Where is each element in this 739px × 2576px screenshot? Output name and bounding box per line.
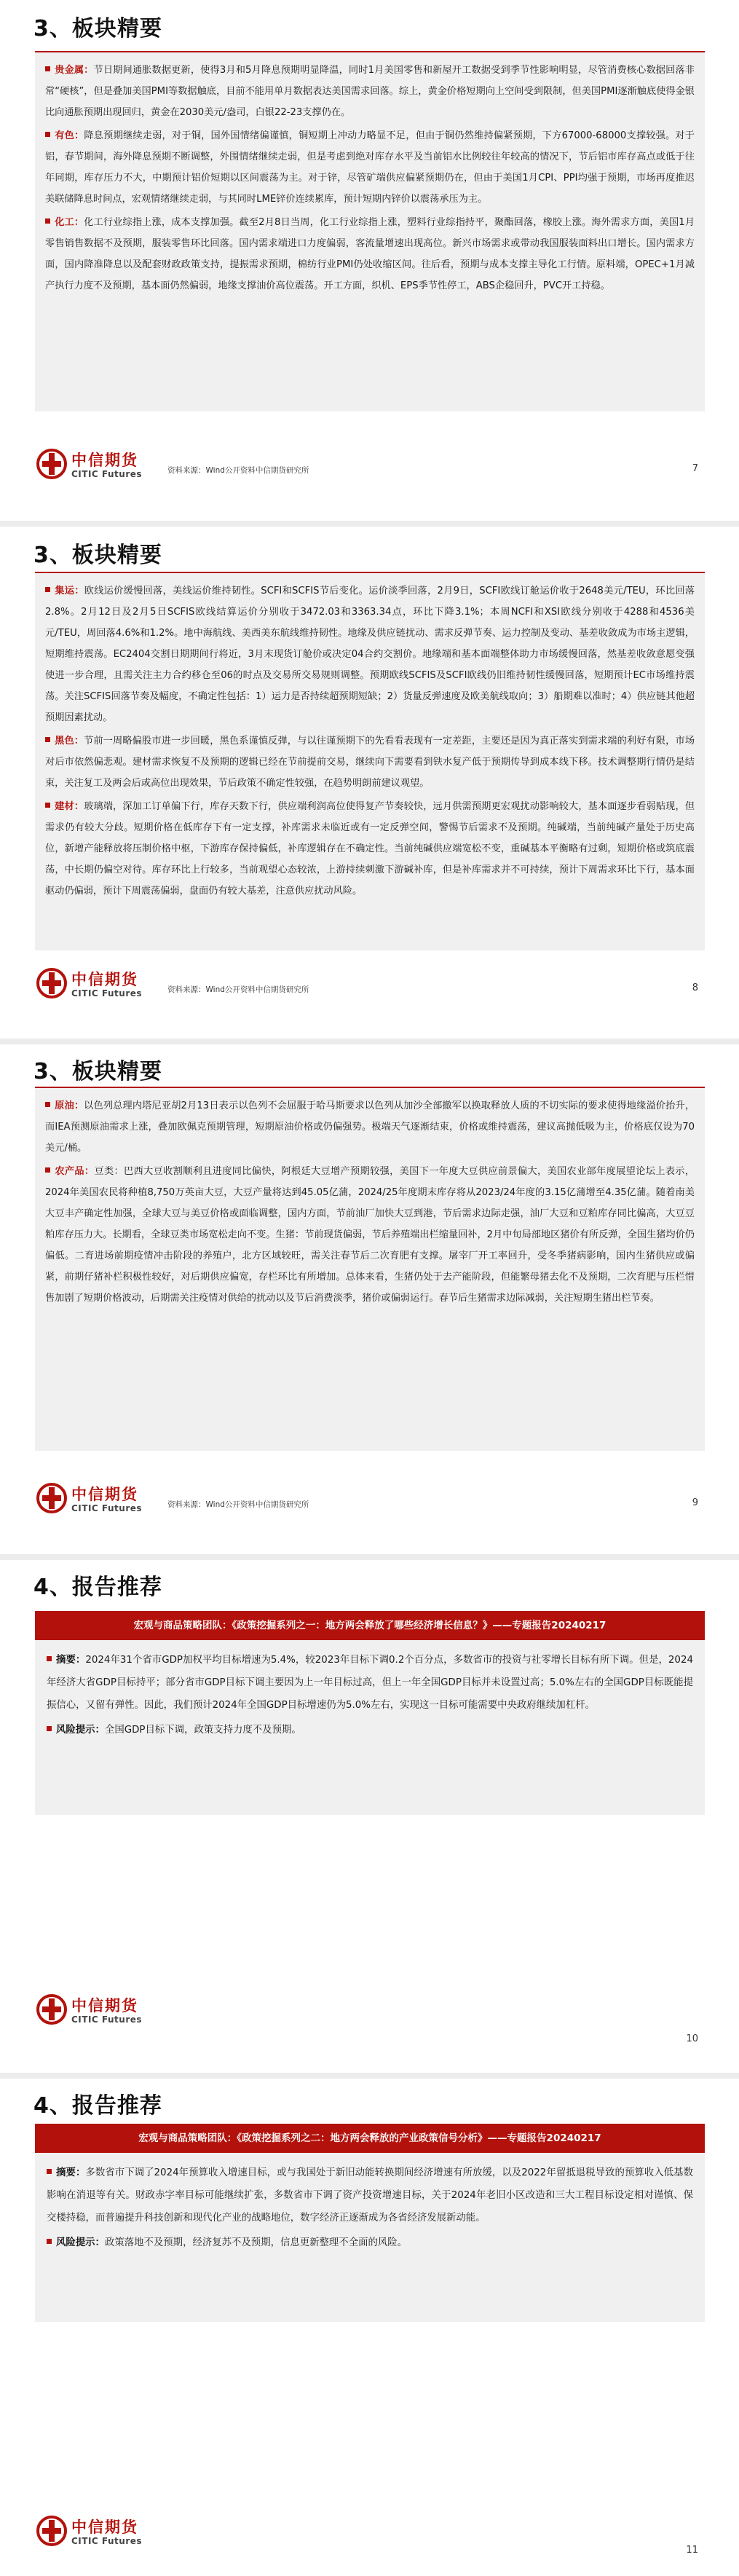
page-10 <box>0 1560 739 2073</box>
citic-futures-logo: 中信期货 CITIC Futures <box>36 968 182 1004</box>
report-abstract: 摘要：多数省市下调了2024年预算收入增速目标，或与我国处于新旧动能转换期间经济增速有所放缓，以及2022年留抵退税导致的预算收入低基数影响在消退等有关。财政赤字率目标可能继续扩张，多数省市下调了资产投资增速目标，关于2024年老旧小区改造和三大工程目标设定相对谨慎、保交楼持稳，而普遍提升科技创新和现代化产业的战略地位，数字经济正逐渐成为各省经济发展新动能。 <box>47 2167 694 2224</box>
section-title: 3、板块精要 <box>33 543 162 568</box>
page-7 <box>0 0 739 521</box>
citic-futures-logo: 中信期货 CITIC Futures <box>36 2516 182 2552</box>
content-box <box>35 1087 705 1451</box>
citic-futures-logo: 中信期货 CITIC Futures <box>36 449 182 485</box>
section-title: 3、板块精要 <box>33 16 162 42</box>
paragraph-chemicals: 化工：化工行业综指上涨，成本支撑加强。截至2月8日当周，化工行业综指上涨，塑料行业综指持平，聚酯回落，橡胶上涨。海外需求方面，美国1月零售销售数据不及预期，服装零售环比回落。国内需求端进口力度偏弱，客流量增速出现高位。新兴市场需求或带动我国服装面料出口增长。国内需求方面，国内降准降息以及配套财政政策支持，提振需求预期，棉纺行业PMI仍处收缩区间。往后看，预期与成本支撑主导化工行情。原料端，OPEC+1月减产执行力度不及预期，基本面仍然偏弱，地缘支撑油价高位震荡。开工方面，织机、EPS季节性停工，ABS企稳回升，PVC开工持稳。 <box>45 217 695 291</box>
section-title: 3、板块精要 <box>33 1059 162 1084</box>
page-separator <box>0 521 739 527</box>
bullet-icon <box>45 66 50 71</box>
source-note: 资料来源：Wind公开资料中信期货研究所 <box>167 1500 309 1509</box>
bullet-icon <box>45 218 50 224</box>
page-number: 10 <box>686 2033 698 2044</box>
page-8 <box>0 527 739 1039</box>
citic-emblem-icon <box>36 449 67 479</box>
citic-emblem-icon <box>36 968 67 999</box>
report-abstract: 摘要：2024年31个省市GDP加权平均目标增速为5.4%，较2023年目标下调0.2个百分点，多数省市的投资与社零增长目标有所下调。但是，2024年经济大省GDP目标持平；部分省市GDP目标下调主要因为上一年目标过高，但上一年全国GDP目标并未设置过高；5.0%左右的全国GDP目标既能提振信心，又留有弹性。因此，我们预计2024年全国GDP目标增速仍为5.0%左右，实现这一目标可能需要中央政府继续加杠杆。 <box>47 1655 693 1711</box>
citic-futures-logo: 中信期货 CITIC Futures <box>36 1994 182 2031</box>
content-box <box>35 572 705 950</box>
page-separator <box>0 2073 739 2079</box>
paragraph-precious-metals: 贵金属：节日期间通胀数据更新，使得3月和5月降息预期明显降温，同时1月美国零售和新屋开工数据受到季节性影响明显，尽管消费核心数据回落非常“硬核”，但是叠加美国PMI等数据触底，目前不能用单月数据表达美国需求回落。综上，黄金价格短期向上空间受到限制，但美国PMI逐渐触底使得金银比向通胀预期出现回归，黄金在2030美元/盎司，白银22-23支撑仍在。 <box>45 65 695 118</box>
section-title: 4、报告推荐 <box>33 1575 162 1600</box>
report-summary-box <box>35 1640 705 1815</box>
bullet-icon <box>45 803 50 808</box>
bullet-icon <box>47 2169 52 2174</box>
paragraph-nonferrous: 有色：降息预期继续走弱，对于铜，国外国情绪偏谨慎，铜短期上冲动力略显不足，但由于铜仍然维持偏紧预期，下方67000-68000支撑较强。对于铝，春节期间，海外降息预期不断调整，外围情绪继续走弱，但是考虑到绝对库存水平及当前铝水比例较往年较高的情况下，节后铝市库存高点或低于往年同期，库存压力不大，中期预计铝价短期以区间震荡为主。对于锌，尽管矿端供应偏紧预期仍在，但由于美国1月CPI、PPI均强于预期，市场再度推迟美联储降息时间点，宏观情绪继续走弱，与其同时LME锌价连续累库，预计短期内锌价以震荡承压为主。 <box>45 130 695 205</box>
paragraph-agriculture: 农产品：豆类：巴西大豆收割顺利且进度同比偏快，阿根廷大豆增产预期较强，美国下一年度大豆供应前景偏大，美国农业部年度展望论坛上表示，2024年美国农民将种植8,750万英亩大豆，大豆产量将达到45.05亿蒲，2024/25年度期末库存将从2023/24年度的3.15亿蒲增至4.35亿蒲。随着南美大豆丰产确定性加强，全球大豆与美豆价格或面临调整，国内方面，节前油厂加快大豆到港，节后需求边际走强，油厂大豆和豆粕库存同比偏高，大豆豆粕库存压力大。长期看，全球豆类市场宽松走向不变。生猪：节前现货偏弱，节后养殖端出栏缩量回补，2月中旬局部地区猪价有所反弹，全国生猪均价仍偏低。二育进场前期疫情冲击阶段的养殖户，北方区域较旺，需关注春节后二次育肥有支撑。屠宰厂开工率回升，受冬季猪病影响，国内生猪供应或偏紧，前期仔猪补栏积极性较好，对后期供应偏宽，存栏环比有所增加。总体来看，生猪仍处于去产能阶段，但能繁母猪去化不及预期，二次育肥与压栏惜售加剧了短期价格波动，后期需关注疫情对供给的扰动以及节后消费淡季，猪价或偏弱运行。春节后生猪需求边际减弱，关注短期生猪出栏节奏。 <box>45 1166 695 1304</box>
citic-futures-logo: 中信期货 CITIC Futures <box>36 1483 182 1519</box>
page-9 <box>0 1044 739 1554</box>
report-title-bar: 宏观与商品策略团队：《政策挖掘系列之一：地方两会释放了哪些经济增长信息？》——专题报告20240217 <box>35 1611 705 1640</box>
bullet-icon <box>45 587 50 592</box>
paragraph-crude-oil: 原油：以色列总理内塔尼亚胡2月13日表示以色列不会屈服于哈马斯要求以色列从加沙全部撤军以换取释放人质的不切实际的要求使得地缘溢价抬升，而IEA预测原油需求上涨，叠加欧佩克预期管理，短期原油价格或仍偏强势。极端天气逐渐结束，价格或维持震荡，建议高抛低吸为主，价格底仅设为70美元/桶。 <box>45 1100 695 1154</box>
bullet-icon <box>45 132 50 137</box>
section-title: 4、报告推荐 <box>33 2093 162 2119</box>
citic-emblem-icon <box>36 2516 67 2546</box>
bullet-icon <box>47 2239 52 2244</box>
paragraph-ferrous: 黑色：节前一周略偏股市进一步回暖，黑色系谨慎反弹，与以往谨预期下的先看看表现有一定差距，主要还是因为真正落实到需求端的利好有限，市场对后市依然偏悲观。建材需求恢复不及预期的逻辑已经在节前提前交易，继续向下需要看到铁水复产低于预期传导到成本线下移。技术调整期行情仍是结束，关注复工及两会后或高位出现效果，节后政策不确定性较强，在趋势明朗前建议观望。 <box>45 736 695 789</box>
page-number: 9 <box>692 1497 698 1508</box>
page-number: 7 <box>692 463 698 474</box>
bullet-icon <box>45 737 50 742</box>
source-note: 资料来源：Wind公开资料中信期货研究所 <box>167 985 309 994</box>
page-separator <box>0 1554 739 1560</box>
bullet-icon <box>47 1656 52 1661</box>
bullet-icon <box>45 1102 50 1107</box>
content-box <box>35 51 705 411</box>
page-number: 8 <box>692 982 698 993</box>
bullet-icon <box>45 1167 50 1173</box>
paragraph-shipping: 集运：欧线运价缓慢回落，美线运价维持韧性。SCFI和SCFIS节后变化。运价淡季回落，2月9日，SCFI欧线订舱运价收于2648美元/TEU，环比回落2.8%。2月12日及2月5日SCFIS欧线结算运价分别收于3472.03和3363.34点，环比下降3.1%；本周NCFI和XSI欧线分别收于4288和4536美元/TEU，周回落4.6%和1.2%。地中海航线、美西美东航线维持韧性。地缘及供应链扰动、需求反弹节奏、运力控制及变动、基差收敛成为市场主逻辑，短期维持震荡。EC2404交割日期期间行将近，3月末现货订舱价或决定04合约交割价。地缘端和基本面端整体助力市场缓慢回落，然基差收敛意愿变强使进一步合理，且需关注主力合约移仓至06的时点及交易所交易规则调整。预期欧线SCFIS及SCFI欧线仍旧维持韧性缓慢回落，短期预计EC市场维持震荡。关注SCFIS回落节奏及幅度，不确定性包括：1）运力是否持续超预期短缺；2）货量反弹速度及欧美航线取向；3）船期难以准时；4）供应链其他超预期因素扰动。 <box>45 586 695 723</box>
report-risk: 风险提示：政策落地不及预期，经济复苏不及预期，信息更新整理不全面的风险。 <box>47 2232 693 2254</box>
report-summary-box <box>35 2153 705 2322</box>
paragraph-building-materials: 建材：玻璃端，深加工订单偏下行，库存天数下行，供应端利润高位使得复产节奏较快，远月供需预期更宏观扰动影响较大，基本面逐步看弱贴现，但需求仍有较大分歧。短期价格在低库存下有一定支撑，补库需求未临近或有一定反弹空间，警惕节后需求不及预期。纯碱端，当前纯碱产量处于历史高位，新增产能释放将压制价格中枢，下游库存保持偏低，补库逻辑存在不确定性。当前纯碱供应端宽松不变，重碱基本平衡略有过剩，短期价格或筑底震荡，中长期仍偏空对待。库存环比上行较多，当前观望心态较浓，上游持续刺激下游碱补库，但是补库需求并不可持续，预计下周需求环比下行，基本面驱动仍偏弱，预计下周震荡偏弱，盘面仍有较大基差，注意供应扰动风险。 <box>45 801 695 897</box>
source-note: 资料来源：Wind公开资料中信期货研究所 <box>167 466 309 475</box>
citic-emblem-icon <box>36 1994 67 2025</box>
citic-emblem-icon <box>36 1483 67 1513</box>
bullet-icon <box>47 1726 52 1731</box>
report-risk: 风险提示：全国GDP目标下调，政策支持力度不及预期。 <box>47 1719 693 1741</box>
page-separator <box>0 1039 739 1044</box>
page-number: 11 <box>686 2545 698 2556</box>
page-11 <box>0 2079 739 2576</box>
report-title-bar: 宏观与商品策略团队：《政策挖掘系列之二：地方两会释放的产业政策信号分析》——专题报告20240217 <box>35 2124 705 2153</box>
